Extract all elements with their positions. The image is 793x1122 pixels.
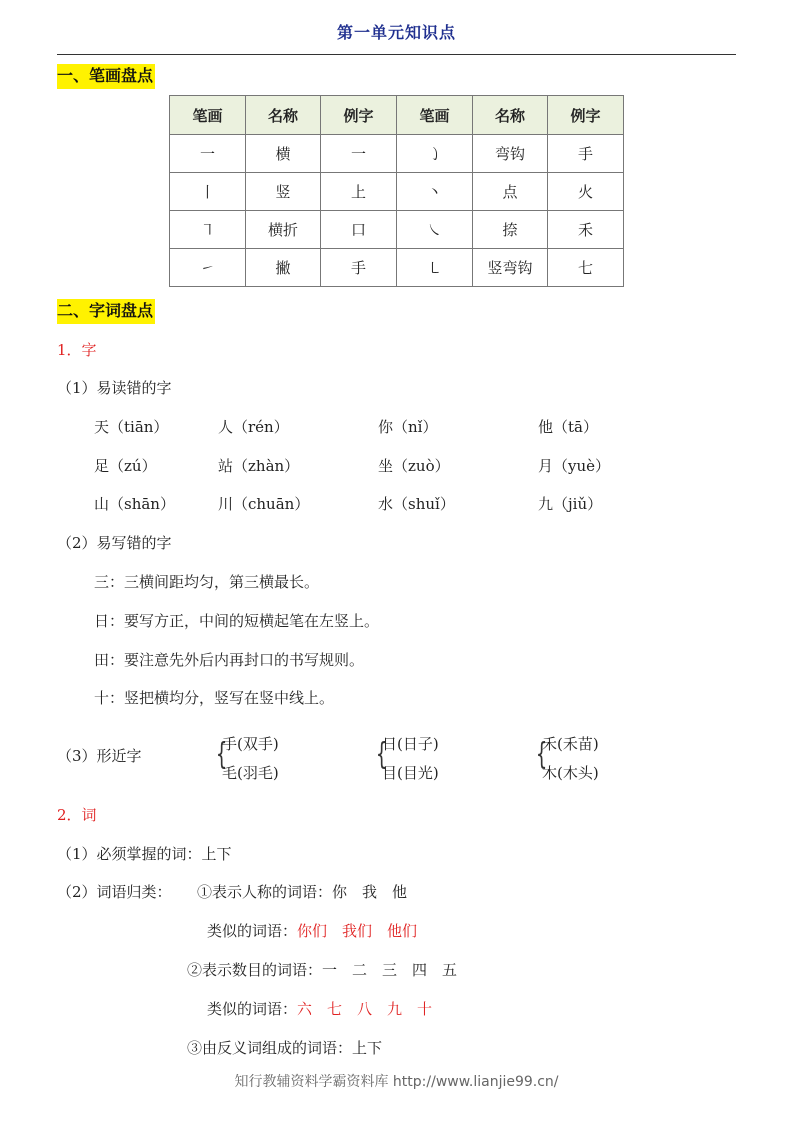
- footer-watermark: 知行教辅资料学霸资料库 http://www.lianjie99.cn/: [234, 1074, 559, 1090]
- table-cell: 一: [321, 135, 397, 173]
- similar-words-label: 类似的词语：: [207, 1000, 298, 1018]
- similar-char: 毛(羽毛): [222, 764, 279, 782]
- writing-tip: 三：三横间距均匀，第三横最长。: [94, 573, 320, 591]
- pinyin-entry: 你（nǐ）: [378, 418, 438, 436]
- pinyin-entry: 水（shuǐ）: [378, 495, 455, 513]
- pinyin-entry: 坐（zuò）: [378, 457, 450, 475]
- similar-char: 木(木头): [542, 764, 599, 782]
- writing-tip: 田：要注意先外后内再封口的书写规则。: [94, 651, 365, 669]
- similar-words-answer: 你们 我们 他们: [297, 922, 418, 940]
- similar-char-group: [542, 730, 599, 788]
- item-label-misread: （1）易读错的字: [57, 379, 172, 397]
- brace-icon: {: [375, 737, 388, 772]
- pinyin-entry: 天（tiān）: [94, 418, 169, 436]
- table-cell: 竖: [246, 173, 321, 211]
- table-cell: 上: [321, 173, 397, 211]
- table-cell: 丶: [397, 173, 473, 211]
- similar-char: 禾(禾苗): [542, 735, 599, 753]
- table-header: 名称: [246, 96, 321, 135]
- table-cell: 横: [246, 135, 321, 173]
- table-cell: 口: [321, 211, 397, 249]
- table-cell: ㇕: [170, 211, 246, 249]
- similar-words-row: [207, 921, 417, 941]
- table-header: 例字: [321, 96, 397, 135]
- item-label-similar-chars: （3）形近字: [57, 747, 142, 765]
- item-label-miswritten: （2）易写错的字: [57, 534, 172, 552]
- table-cell: 手: [321, 249, 397, 287]
- word-classification-label: （2）词语归类：: [57, 883, 172, 901]
- table-row: [170, 211, 624, 249]
- similar-char: 手(双手): [222, 735, 279, 753]
- writing-tip: 日：要写方正，中间的短横起笔在左竖上。: [94, 612, 380, 630]
- similar-char: 目(目光): [382, 764, 439, 782]
- pinyin-entry: 足（zú）: [94, 457, 157, 475]
- category-number-words: ②表示数目的词语：一 二 三 四 五: [187, 961, 458, 979]
- table-cell: 撇: [246, 249, 321, 287]
- pinyin-entry: 他（tā）: [538, 418, 598, 436]
- table-cell: 一: [170, 135, 246, 173]
- table-cell: ㇏: [397, 211, 473, 249]
- must-know-words: （1）必须掌握的词：上下: [57, 845, 232, 863]
- table-row: [170, 173, 624, 211]
- subsection-label-words: 2．词: [57, 806, 97, 824]
- table-cell: 弯钩: [473, 135, 548, 173]
- similar-char-group: [222, 730, 279, 788]
- table-cell: 点: [473, 173, 548, 211]
- writing-tip: 十：竖把横均分，竖写在竖中线上。: [94, 689, 335, 707]
- pinyin-entry: 川（chuān）: [218, 495, 310, 513]
- brace-icon: {: [535, 737, 548, 772]
- table-cell: 手: [548, 135, 624, 173]
- table-cell: 丨: [170, 173, 246, 211]
- pinyin-entry: 月（yuè）: [538, 457, 611, 475]
- table-header-row: [170, 96, 624, 135]
- table-cell: 横折: [246, 211, 321, 249]
- table-header: 笔画: [170, 96, 246, 135]
- similar-words-label: 类似的词语：: [207, 922, 298, 940]
- table-header: 例字: [548, 96, 624, 135]
- table-cell: 竖弯钩: [473, 249, 548, 287]
- table-cell: 七: [548, 249, 624, 287]
- table-cell: ㇄: [397, 249, 473, 287]
- table-header: 笔画: [397, 96, 473, 135]
- section-heading-words: 二、字词盘点: [57, 299, 155, 324]
- category-person-words: ①表示人称的词语：你 我 他: [197, 883, 408, 901]
- table-row: [170, 249, 624, 287]
- subsection-label-characters: 1．字: [57, 341, 97, 359]
- table-cell: 捺: [473, 211, 548, 249]
- pinyin-entry: 站（zhàn）: [218, 457, 300, 475]
- strokes-table: [169, 95, 624, 287]
- pinyin-entry: 山（shān）: [94, 495, 175, 513]
- pinyin-entry: 九（jiǔ）: [538, 495, 603, 513]
- similar-char: 日(日子): [382, 735, 439, 753]
- title-divider: [57, 54, 736, 55]
- table-row: [170, 135, 624, 173]
- section-heading-strokes: 一、笔画盘点: [57, 64, 155, 89]
- similar-char-group: [382, 730, 439, 788]
- table-cell: 禾: [548, 211, 624, 249]
- similar-words-row: [207, 999, 432, 1019]
- brace-icon: {: [215, 737, 228, 772]
- pinyin-entry: 人（rén）: [218, 418, 289, 436]
- table-header: 名称: [473, 96, 548, 135]
- similar-words-answer: 六 七 八 九 十: [297, 1000, 433, 1018]
- category-antonym-words: ③由反义词组成的词语：上下: [187, 1039, 383, 1057]
- table-cell: 火: [548, 173, 624, 211]
- page-title: 第一单元知识点: [336, 23, 456, 42]
- table-cell: ㇁: [397, 135, 473, 173]
- table-cell: ㇀: [170, 249, 246, 287]
